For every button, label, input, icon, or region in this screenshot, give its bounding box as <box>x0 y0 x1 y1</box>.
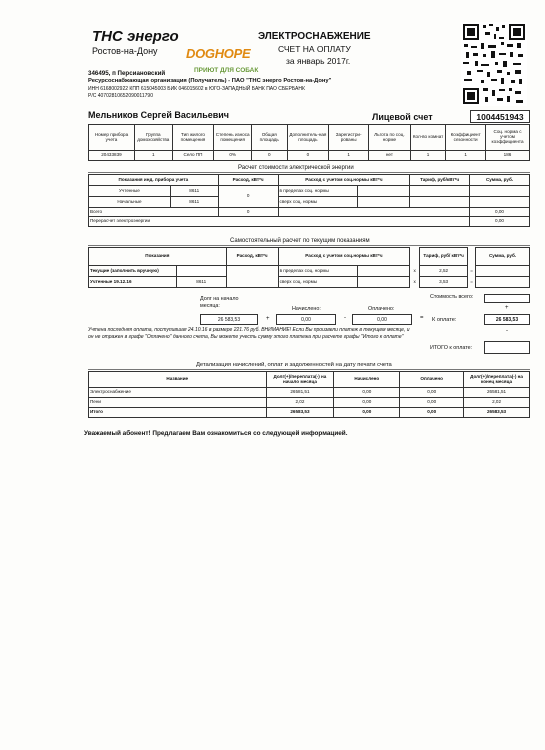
payment-note: Учтена последняя оплата, поступившая 24.10.16 в размере 221.76 руб. ВНИМАНИЕ! Если Вы произвели платеж в текущем месяце, и он не отражен в графе "Оплачено" данного счета, Вы можете учесть сумму этого платежа при расчете графы "Итого к оплате" <box>88 327 410 340</box>
calc1-recalc-label: Перерасчет электроэнергии <box>89 217 470 227</box>
calc1-table <box>88 174 530 227</box>
brand-city: Ростов-на-Дону <box>92 46 158 56</box>
calc2-sum2-input[interactable] <box>476 277 530 288</box>
info-col-housing: Тип жилого помещения <box>172 125 214 151</box>
info-cell: 1 <box>446 151 486 161</box>
minus-sign: - <box>344 315 346 321</box>
calc2-counted-label: Учтенные 19.12.16 <box>89 277 177 288</box>
supplier-org: Ресурсоснабжающая организация (Получатель) - ПАО "ТНС энерго Ростов-на-Дону" <box>88 78 332 84</box>
calc1-above-norm: сверх соц. нормы <box>278 197 358 208</box>
equals-sign: = <box>420 315 424 321</box>
calc2-within-input[interactable] <box>358 266 410 277</box>
calc2-h-sum: Сумма, руб. <box>476 248 530 266</box>
info-cell: 20433839 <box>89 151 135 161</box>
info-cell: 0% <box>214 151 252 161</box>
minus-sign-right: - <box>506 328 508 334</box>
settlement-account: Р/С 40702810652090011790 <box>88 93 153 99</box>
calc1-h-tariff: Тариф, руб/кВт*ч <box>410 175 470 186</box>
calc2-table <box>88 247 530 288</box>
info-cell: 1 <box>329 151 369 161</box>
calc2-current-label: Текущие (заполнить вручную) <box>89 266 177 277</box>
info-cell: 186 <box>486 151 530 161</box>
grand-total-input[interactable] <box>484 341 530 354</box>
account-number: 1004451943 <box>470 110 530 123</box>
calc2-above-input[interactable] <box>358 277 410 288</box>
info-col-meter: Номер прибора учета <box>89 125 135 151</box>
calc2-h-consumption: Расход, кВт*ч <box>226 248 278 266</box>
details-cell: 0,00 <box>400 388 464 398</box>
details-title: Детализация начислений, оплат и задолженностей на дату печати счета <box>196 362 392 368</box>
calc2-op-x1: x <box>413 267 416 273</box>
footer-notice: Уважаемый абонент! Предлагаем Вам ознакомиться со следующей информацией. <box>84 430 348 437</box>
grand-total-label: ИТОГО к оплате: <box>430 345 473 351</box>
calc2-current-input[interactable] <box>176 266 226 277</box>
details-cell: 26581,51 <box>266 388 334 398</box>
table-row <box>89 398 530 408</box>
info-cell: 0 <box>251 151 287 161</box>
info-col-benefit: Льгота по соц. норме <box>369 125 411 151</box>
calc2-above-norm: сверх соц. нормы <box>278 277 358 288</box>
details-h-name: Название <box>89 372 267 388</box>
details-cell: 26583,53 <box>266 408 334 418</box>
calc1-within-norm: в пределах соц. нормы <box>278 186 358 197</box>
info-col-wear: Степень износа помещения <box>214 125 252 151</box>
info-col-rooms: Кол-во комнат <box>410 125 446 151</box>
dog-shelter-stamp: DOGHOPE <box>186 46 251 61</box>
calc2-consumption-input[interactable] <box>226 266 278 288</box>
details-cell: Электроснабжение <box>89 388 267 398</box>
details-cell: Итого <box>89 408 267 418</box>
details-cell: 2,02 <box>266 398 334 408</box>
calc2-h-social: Расход с учетом соц.нормы кВт*ч <box>278 248 410 266</box>
calc1-total-consumption: 0 <box>218 208 278 217</box>
details-cell: 0,00 <box>334 408 400 418</box>
info-cell: нет <box>369 151 411 161</box>
details-cell: 0,00 <box>334 388 400 398</box>
calc2-h-tariff: Тариф, руб/ кВт*ч <box>420 248 468 266</box>
calc1-h-readings: Показания инд. прибора учета <box>89 175 219 186</box>
info-col-area: Общая площадь <box>251 125 287 151</box>
calc2-tariff2: 3,53 <box>420 277 468 288</box>
doc-subtitle: СЧЕТ НА ОПЛАТУ <box>278 44 351 54</box>
billing-period: за январь 2017г. <box>286 56 351 66</box>
details-cell: 26583,53 <box>464 408 530 418</box>
details-cell: 0,00 <box>400 408 464 418</box>
account-label: Лицевой счет <box>372 112 433 122</box>
total-cost-input[interactable] <box>484 294 530 303</box>
customer-name: Мельников Сергей Васильевич <box>88 110 230 120</box>
details-cell: 26581,51 <box>464 388 530 398</box>
paid-label: Оплачено: <box>368 306 395 312</box>
calc2-h-readings: Показания <box>89 248 227 266</box>
table-row <box>89 388 530 398</box>
info-col-norm: Соц. норма с учетом коэффициента <box>486 125 530 151</box>
calc2-op-x2: x <box>413 278 416 284</box>
calc1-title: Расчет стоимости электрической энергии <box>238 165 354 171</box>
plus-sign: + <box>266 316 270 322</box>
plus-sign-right: + <box>505 305 509 311</box>
calc2-op-eq1: = <box>470 267 473 273</box>
bank-details: ИНН 6168002922 КПП 615045003 БИК 046015602 в ЮГО-ЗАПАДНЫЙ БАНК ПАО СБЕРБАНК <box>88 86 305 92</box>
details-h-debt-start: Долг(+)/переплата(-) на начало месяца <box>266 372 334 388</box>
total-cost-label: Стоимость всего: <box>430 294 474 300</box>
calc1-current-label: Учтенные <box>89 186 171 197</box>
info-cell: 0 <box>287 151 329 161</box>
info-cell: 1 <box>410 151 446 161</box>
details-cell: 0,00 <box>400 398 464 408</box>
dog-shelter-stamp-sub: ПРИЮТ ДЛЯ СОБАК <box>194 67 259 74</box>
calc1-recalc-sum: 0,00 <box>470 217 530 227</box>
debt-value: 26 583,53 <box>200 314 258 325</box>
customer-address: 346495, п Персиановский <box>88 70 166 77</box>
debt-label: Долг на начало месяца: <box>200 296 239 309</box>
info-col-season: Коэффициент сезонности <box>446 125 486 151</box>
doc-title: ЭЛЕКТРОСНАБЖЕНИЕ <box>258 31 371 42</box>
details-cell: Пени <box>89 398 267 408</box>
details-cell: 0,00 <box>334 398 400 408</box>
info-cell: 1 <box>134 151 172 161</box>
calc2-within-norm: в пределах соц. нормы <box>278 266 358 277</box>
info-col-extra-area: Дополнитель-ная площадь <box>287 125 329 151</box>
calc1-h-social: Расход с учетом соц.нормы кВт*ч <box>278 175 410 186</box>
details-cell: 2,02 <box>464 398 530 408</box>
calc1-initial-label: Начальные <box>89 197 171 208</box>
info-table-row <box>89 151 530 161</box>
calc2-counted-value: 8611 <box>176 277 226 288</box>
accrued-label: Начислено: <box>292 306 321 312</box>
calc2-op-eq2: = <box>470 278 473 284</box>
brand-logo: ТНС энерго <box>92 28 179 45</box>
calc1-total-label: Всего <box>89 208 219 217</box>
details-h-debt-end: Долг(+)/переплата(-) на конец месяца <box>464 372 530 388</box>
calc1-h-consumption: Расход, кВт*ч <box>218 175 278 186</box>
details-h-paid: Оплачено <box>400 372 464 388</box>
to-pay-label: К оплате: <box>432 317 457 323</box>
calc1-current-value: 8611 <box>170 186 218 197</box>
calc2-sum1-input[interactable] <box>476 266 530 277</box>
qr-code <box>461 22 527 106</box>
info-col-group: Группа домохозяйства <box>134 125 172 151</box>
calc2-tariff1: 2,52 <box>420 266 468 277</box>
info-cell: Село ПП <box>172 151 214 161</box>
info-col-registered: Зарегистри-рованы <box>329 125 369 151</box>
calc1-h-sum: Сумма, руб. <box>470 175 530 186</box>
calc1-total-sum: 0,00 <box>470 208 530 217</box>
info-table <box>88 124 530 161</box>
accrued-value: 0,00 <box>276 314 336 325</box>
info-table-header <box>89 125 530 151</box>
details-table <box>88 371 530 418</box>
table-row <box>89 408 530 418</box>
paid-value: 0,00 <box>352 314 412 325</box>
calc1-consumption: 0 <box>218 186 278 208</box>
details-h-accrued: Начислено <box>334 372 400 388</box>
calc1-initial-value: 8611 <box>170 197 218 208</box>
to-pay-value: 26 583,53 <box>484 314 530 325</box>
calc2-title: Самостоятельный расчет по текущим показаниям <box>230 238 370 244</box>
